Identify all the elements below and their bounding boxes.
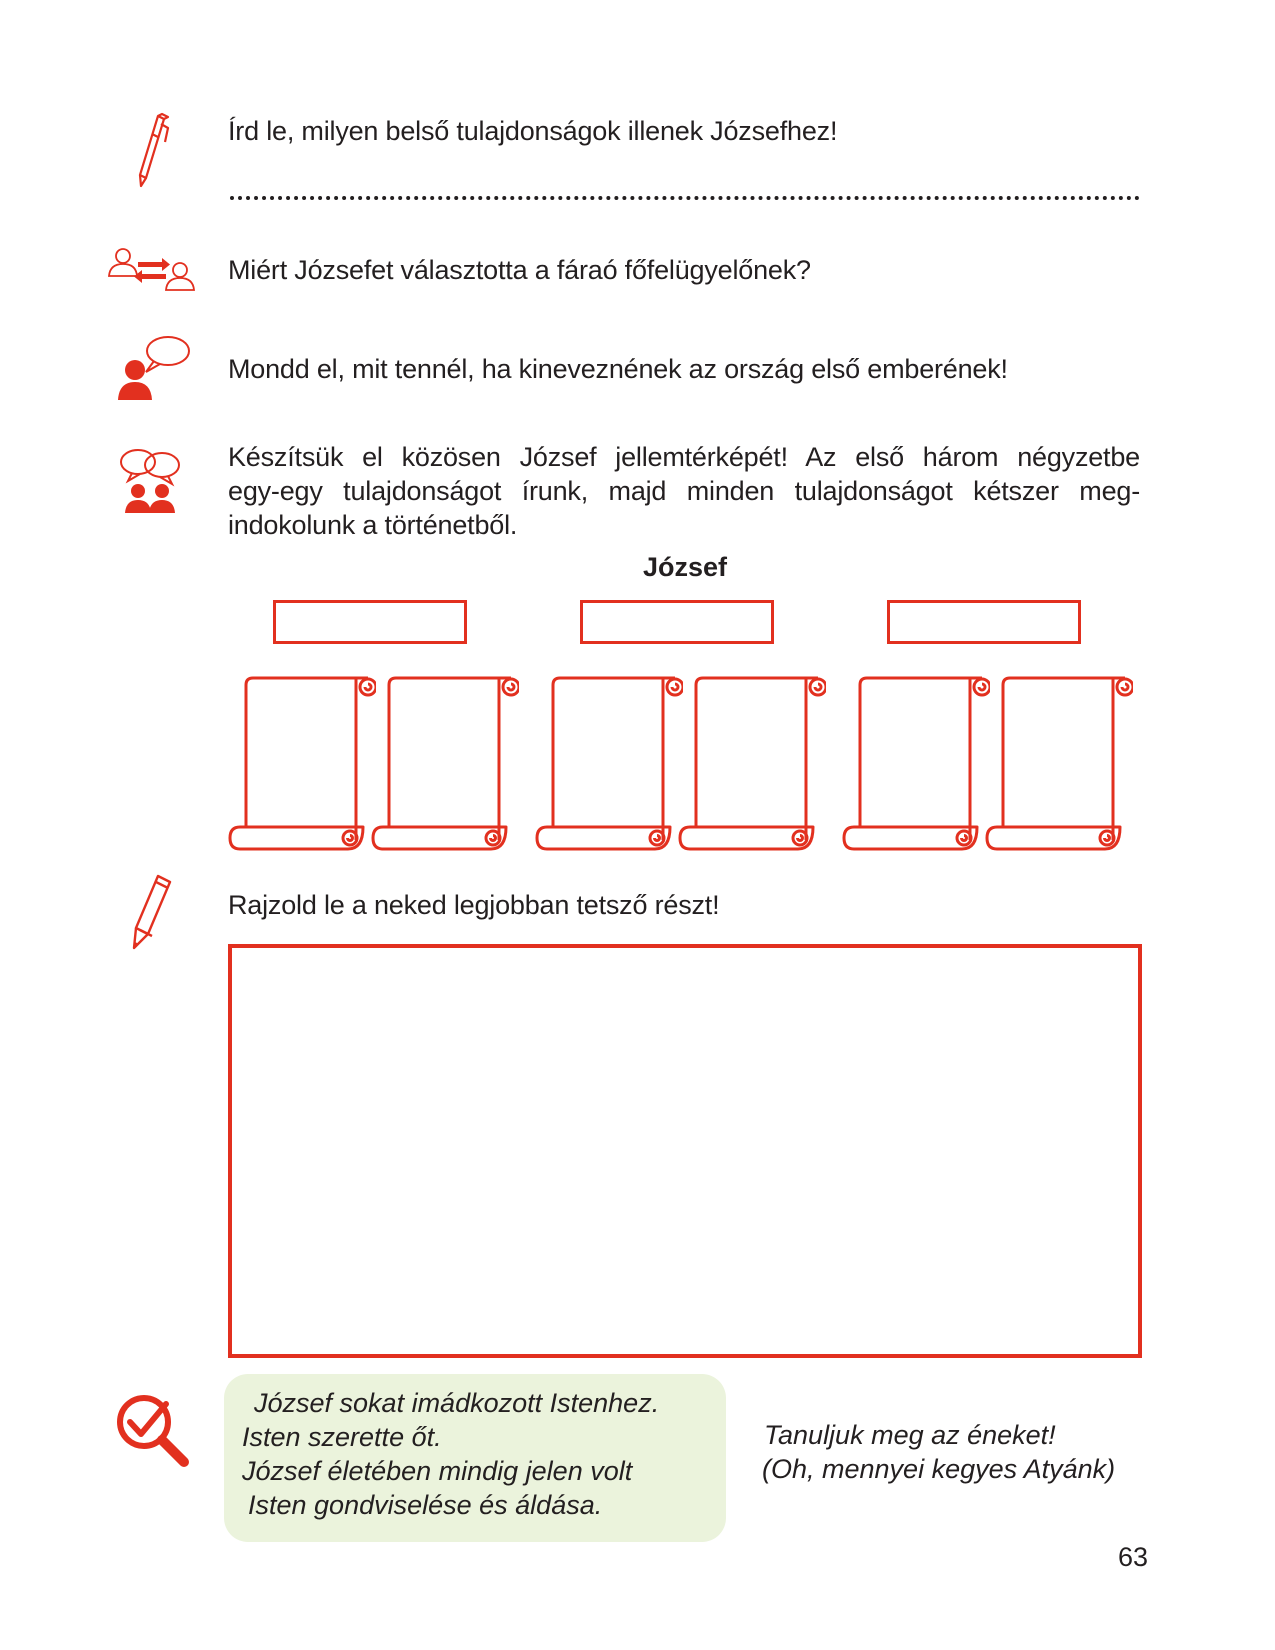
page-number: 63 [1118,1542,1149,1572]
map-title: József [642,552,728,582]
scroll-icon[interactable] [228,675,376,858]
pencil-icon [130,872,174,952]
task-character-map-line-1: Készítsük el közösen József jellemtérképét! Az első három négyzetbe [228,442,1140,472]
scroll-icon[interactable] [535,675,683,858]
song-line-1: Tanuljuk meg az éneket! [764,1420,1056,1450]
task-draw-part: Rajzold le a neked legjobban tetsző részt! [228,890,720,920]
speaking-person-icon [116,334,192,400]
task-what-would-you-do: Mondd el, mit tennél, ha kineveznének az ország első emberének! [228,354,1008,384]
drawing-area[interactable] [228,944,1142,1358]
task-why-chosen: Miért Józsefet választotta a fáraó főfelügyelőnek? [228,255,811,285]
answer-dotted-line[interactable] [230,192,1140,200]
summary-line-3: József életében mindig jelen volt [242,1456,633,1486]
song-line-2: (Oh, mennyei kegyes Atyánk) [762,1454,1116,1484]
summary-line-2: Isten szerette őt. [242,1422,442,1452]
scroll-icon[interactable] [678,675,826,858]
check-magnifier-icon [114,1392,192,1468]
summary-line-4: Isten gondviselése és áldása. [248,1490,603,1520]
pair-exchange-icon [106,246,198,300]
trait-box-2[interactable] [580,600,774,644]
task-write-traits: Írd le, milyen belső tulajdonságok illenek Józsefhez! [228,116,838,146]
pen-icon [132,112,172,188]
scroll-icon[interactable] [371,675,519,858]
scroll-icon[interactable] [842,675,990,858]
group-discussion-icon [118,446,184,514]
trait-box-1[interactable] [273,600,467,644]
scroll-icon[interactable] [985,675,1133,858]
task-character-map-line-2: egy-egy tulajdonságot írunk, majd minden tulajdonságot kétszer meg- [228,476,1140,506]
trait-box-3[interactable] [887,600,1081,644]
summary-line-1: József sokat imádkozott Istenhez. [254,1388,660,1418]
task-character-map-line-3: indokolunk a történetből. [228,510,518,540]
